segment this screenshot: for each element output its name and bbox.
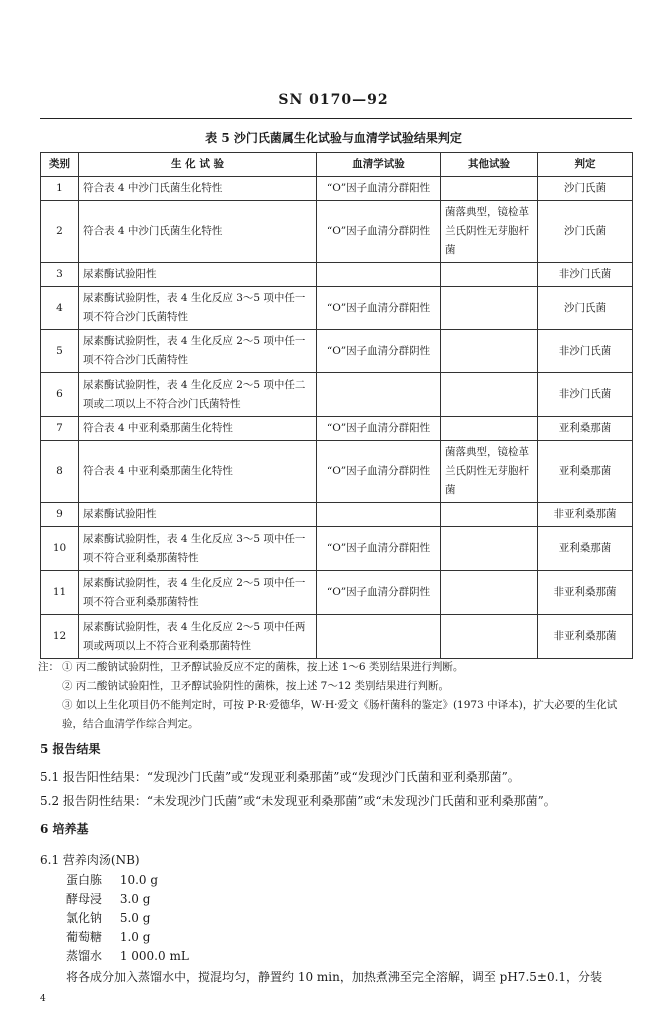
section-5-heading: 5 报告结果: [40, 742, 101, 756]
cell-category: 12: [41, 615, 79, 659]
table-row: [41, 177, 633, 201]
ingredient-amount: 5.0 g: [119, 911, 151, 925]
cell-other: 菌落典型，镜检革兰氏阴性无芽胞杆菌: [441, 201, 538, 263]
cell-category: 3: [41, 263, 79, 287]
cell-biochemical: 尿素酶试验阴性，表 4 生化反应 2～5 项中任二项或二项以上不符合沙门氏菌特性: [79, 373, 317, 417]
cell-category: 4: [41, 287, 79, 330]
col-header-category: 类别: [41, 153, 79, 177]
cell-biochemical: 符合表 4 中沙门氏菌生化特性: [79, 201, 317, 263]
note-text: ② 丙二酸钠试验阳性，卫矛醇试验阴性的菌株，按上述 7～12 类别结果进行判断。: [62, 680, 450, 692]
table-row: [41, 503, 633, 527]
cell-serology: [317, 263, 441, 287]
table-row: [41, 417, 633, 441]
cell-result: 非亚利桑那菌: [538, 503, 633, 527]
cell-category: 7: [41, 417, 79, 441]
cell-category: 11: [41, 571, 79, 615]
note-text: ③ 如以上生化项目仍不能判定时，可按 P·R·爱德华，W·H·爱文《肠杆菌科的鉴定》(1973 中译本)，扩大必要的生化试验，结合血清学作综合判定。: [62, 699, 618, 730]
ingredient-name: 蛋白胨: [66, 873, 103, 887]
note-item: [38, 658, 632, 677]
ingredient-row: [66, 947, 189, 964]
cell-serology: “O”因子血清分群阳性: [317, 177, 441, 201]
ingredient-amount: 1 000.0 mL: [119, 949, 189, 963]
table-row: [41, 527, 633, 571]
cell-biochemical: 尿素酶试验阳性: [79, 503, 317, 527]
cell-serology: [317, 615, 441, 659]
cell-result: 非沙门氏菌: [538, 330, 633, 373]
ingredient-amount: 1.0 g: [119, 930, 151, 944]
cell-other: [441, 615, 538, 659]
cell-result: 亚利桑那菌: [538, 527, 633, 571]
cell-result: 非亚利桑那菌: [538, 615, 633, 659]
paragraph-5-1: 5.1 报告阳性结果：“发现沙门氏菌”或“发现亚利桑那菌”或“发现沙门氏菌和亚利桑那菌”。: [40, 770, 520, 784]
col-header-serology: 血清学试验: [317, 153, 441, 177]
ingredient-name: 蒸馏水: [66, 949, 103, 963]
cell-serology: “O”因子血清分群阴性: [317, 201, 441, 263]
table-row: [41, 263, 633, 287]
cell-biochemical: 尿素酶试验阴性，表 4 生化反应 3～5 项中任一项不符合亚利桑那菌特性: [79, 527, 317, 571]
cell-other: [441, 177, 538, 201]
cell-biochemical: 符合表 4 中沙门氏菌生化特性: [79, 177, 317, 201]
table-row: [41, 373, 633, 417]
ingredient-row: [66, 890, 150, 907]
cell-other: [441, 373, 538, 417]
cell-serology: “O”因子血清分群阳性: [317, 287, 441, 330]
cell-other: [441, 571, 538, 615]
cell-biochemical: 尿素酶试验阴性，表 4 生化反应 3～5 项中任一项不符合沙门氏菌特性: [79, 287, 317, 330]
ingredient-name: 氯化钠: [66, 911, 103, 925]
document-code: SN 0170—92: [278, 92, 389, 108]
header-rule: [40, 118, 632, 119]
paragraph-5-2: 5.2 报告阴性结果：“未发现沙门氏菌”或“未发现亚利桑那菌”或“未发现沙门氏菌和亚利桑那菌”。: [40, 794, 556, 808]
cell-serology: “O”因子血清分群阴性: [317, 571, 441, 615]
page-number: 4: [40, 994, 46, 1004]
cell-result: 亚利桑那菌: [538, 441, 633, 503]
table-row: [41, 287, 633, 330]
ingredient-name: 葡萄糖: [66, 930, 103, 944]
ingredient-row: [66, 909, 150, 926]
cell-result: 沙门氏菌: [538, 177, 633, 201]
notes-label: 注：: [38, 661, 59, 673]
cell-other: 菌落典型，镜检革兰氏阴性无芽胞杆菌: [441, 441, 538, 503]
col-header-result: 判定: [538, 153, 633, 177]
table-title: 表 5 沙门氏菌属生化试验与血清学试验结果判定: [205, 131, 462, 145]
cell-other: [441, 263, 538, 287]
cell-other: [441, 287, 538, 330]
cell-biochemical: 尿素酶试验阴性，表 4 生化反应 2～5 项中任两项或两项以上不符合亚利桑那菌特性: [79, 615, 317, 659]
cell-serology: “O”因子血清分群阳性: [317, 527, 441, 571]
table-row: [41, 330, 633, 373]
table-row: [41, 441, 633, 503]
cell-category: 10: [41, 527, 79, 571]
cell-other: [441, 417, 538, 441]
note-item: [62, 677, 632, 696]
cell-category: 9: [41, 503, 79, 527]
cell-serology: “O”因子血清分群阴性: [317, 441, 441, 503]
note-item: [62, 696, 632, 734]
cell-other: [441, 503, 538, 527]
ingredient-amount: 10.0 g: [119, 873, 159, 887]
col-header-biochemical: 生 化 试 验: [79, 153, 317, 177]
result-table: [40, 152, 633, 659]
table-row: [41, 201, 633, 263]
ingredient-row: [66, 871, 158, 888]
cell-serology: “O”因子血清分群阴性: [317, 330, 441, 373]
cell-result: 非沙门氏菌: [538, 263, 633, 287]
cell-category: 5: [41, 330, 79, 373]
cell-result: 亚利桑那菌: [538, 417, 633, 441]
cell-result: 沙门氏菌: [538, 287, 633, 330]
table-header-row: [41, 153, 633, 177]
ingredient-name: 酵母浸: [66, 892, 103, 906]
section-6-heading: 6 培养基: [40, 822, 89, 836]
table-notes: [38, 658, 632, 734]
cell-biochemical: 符合表 4 中亚利桑那菌生化特性: [79, 417, 317, 441]
col-header-other: 其他试验: [441, 153, 538, 177]
cell-biochemical: 尿素酶试验阳性: [79, 263, 317, 287]
subsection-6-1-heading: 6.1 营养肉汤(NB): [40, 853, 140, 867]
cell-other: [441, 527, 538, 571]
cell-result: 非亚利桑那菌: [538, 571, 633, 615]
cell-category: 8: [41, 441, 79, 503]
cell-category: 2: [41, 201, 79, 263]
cell-category: 6: [41, 373, 79, 417]
cell-biochemical: 尿素酶试验阴性，表 4 生化反应 2～5 项中任一项不符合沙门氏菌特性: [79, 330, 317, 373]
cell-result: 沙门氏菌: [538, 201, 633, 263]
ingredient-amount: 3.0 g: [119, 892, 151, 906]
table-row: [41, 615, 633, 659]
cell-serology: “O”因子血清分群阳性: [317, 417, 441, 441]
cell-serology: [317, 503, 441, 527]
cell-biochemical: 尿素酶试验阴性，表 4 生化反应 2～5 项中任一项不符合亚利桑那菌特性: [79, 571, 317, 615]
preparation-procedure: 将各成分加入蒸馏水中，搅混均匀，静置约 10 min，加热煮沸至完全溶解，调至 pH7.5±0.1，分装: [66, 970, 603, 984]
table-row: [41, 571, 633, 615]
ingredient-row: [66, 928, 150, 945]
note-text: ① 丙二酸钠试验阴性，卫矛醇试验反应不定的菌株，按上述 1～6 类别结果进行判断。: [62, 661, 464, 673]
cell-result: 非沙门氏菌: [538, 373, 633, 417]
cell-other: [441, 330, 538, 373]
cell-category: 1: [41, 177, 79, 201]
cell-serology: [317, 373, 441, 417]
cell-biochemical: 符合表 4 中亚利桑那菌生化特性: [79, 441, 317, 503]
